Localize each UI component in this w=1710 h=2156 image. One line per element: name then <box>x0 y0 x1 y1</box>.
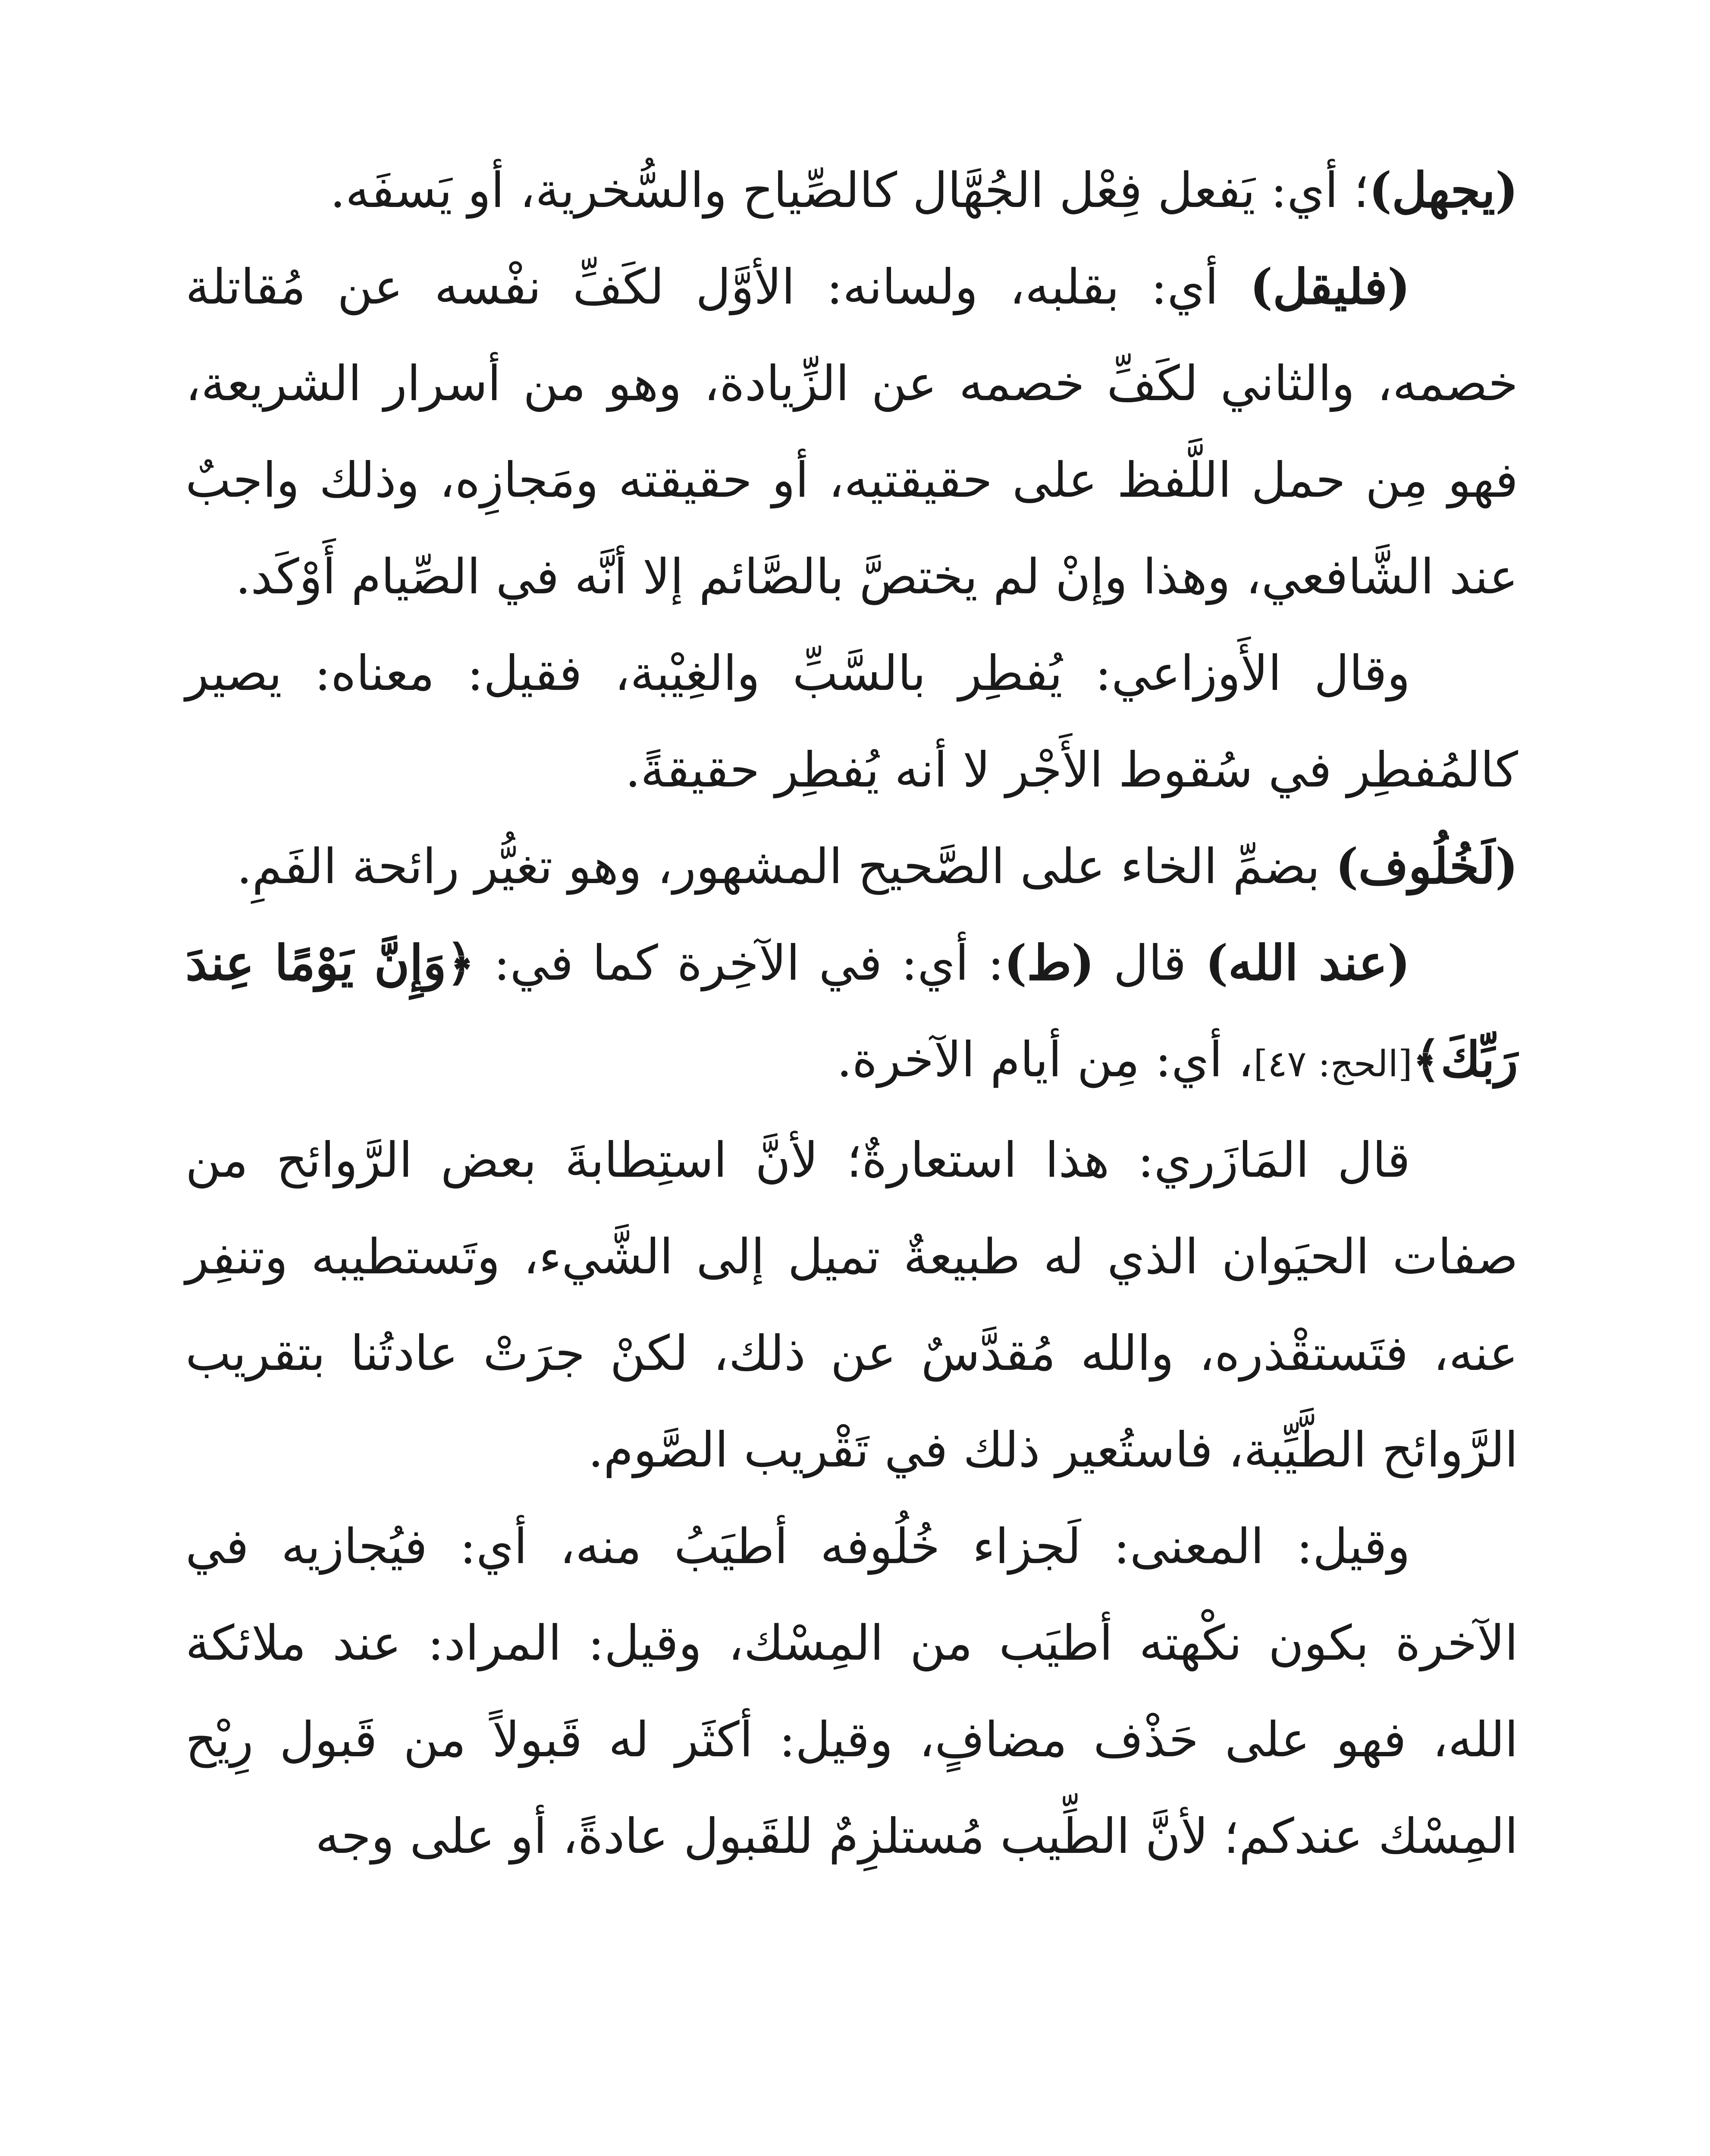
paragraph-7 <box>185 1498 1518 1885</box>
quran-verse: ﴿وَإِنَّ يَوْمًا عِندَ رَبِّكَ﴾ <box>185 935 1518 1088</box>
paragraph-5-text-b: : أي: في الآخِرة كما في: <box>474 935 1004 991</box>
verse-reference: [الحج: ٤٧] <box>1253 1043 1412 1085</box>
paragraph-4-text: بضمِّ الخاء على الصَّحيح المشهور، وهو تغيُّر رائحة الفَمِ. <box>236 839 1336 895</box>
body-text <box>185 142 1518 1885</box>
keyword-ta: (ط) <box>1004 935 1095 991</box>
paragraph-4 <box>185 818 1518 915</box>
paragraph-1 <box>185 142 1518 239</box>
paragraph-7-text: وقيل: المعنى: لَجزاء خُلُوفه أطيَبُ منه، أي: فيُجازيه في الآخرة بكون نكْهته أطيَب من المِسْك، وقيل: المراد: عند ملائكة الله، فهو على حَذْف مضافٍ، وقيل: أكثَر له قَبولاً من قَبول رِيْح المِسْك عندكم؛ لأنَّ الطِّيب مُستلزِمٌ للقَبول عادةً، أو على وجه <box>185 1519 1519 1865</box>
keyword-lakhuluf: (لَخُلُوف) <box>1335 838 1518 895</box>
paragraph-6-text: قال المَازَري: هذا استعارةٌ؛ لأنَّ استِطابةَ بعض الرَّوائح من صفات الحيَوان الذي له طبيعةٌ تميل إلى الشَّيء، وتَستطيبه وتنفِر عنه، فتَستقْذره، والله مُقدَّسٌ عن ذلك، لكنْ جرَتْ عادتُنا بتقريب الرَّوائح الطَّيِّبة، فاستُعير ذلك في تَقْريب الصَّوم. <box>185 1132 1518 1478</box>
paragraph-2 <box>185 239 1518 625</box>
paragraph-3-text: وقال الأَوزاعي: يُفطِر بالسَّبِّ والغِيْبة، فقيل: معناه: يصير كالمُفطِر في سُقوط الأَجْر لا أنه يُفطِر حقيقةً. <box>185 646 1518 798</box>
paragraph-1-text: ؛ أي: يَفعل فِعْل الجُهَّال كالصِّياح والسُّخرية، أو يَسفَه. <box>330 163 1369 219</box>
paragraph-5 <box>185 915 1518 1112</box>
paragraph-5-text-a: قال <box>1094 935 1205 991</box>
keyword-inda-allah: (عند الله) <box>1205 935 1411 991</box>
keyword-falyaqul: (فليقل) <box>1250 259 1410 315</box>
keyword-yajhal: (يجهل) <box>1369 162 1518 219</box>
paragraph-2-text: أي: بقلبه، ولسانه: الأوَّل لكَفِّ نفْسه عن مُقاتلة خصمه، والثاني لكَفِّ خصمه عن الزِّيادة، وهو من أسرار الشريعة، فهو مِن حمل اللَّفظ على حقيقتيه، أو حقيقته ومَجازِه، وذلك واجبٌ عند الشَّافعي، وهذا وإنْ لم يختصَّ بالصَّائم إلا أنَّه في الصِّيام أَوْكَد. <box>185 259 1519 605</box>
paragraph-6 <box>185 1112 1518 1498</box>
paragraph-5-text-c: ، أي: مِن أيام الآخرة. <box>837 1032 1254 1088</box>
paragraph-3 <box>185 625 1518 818</box>
